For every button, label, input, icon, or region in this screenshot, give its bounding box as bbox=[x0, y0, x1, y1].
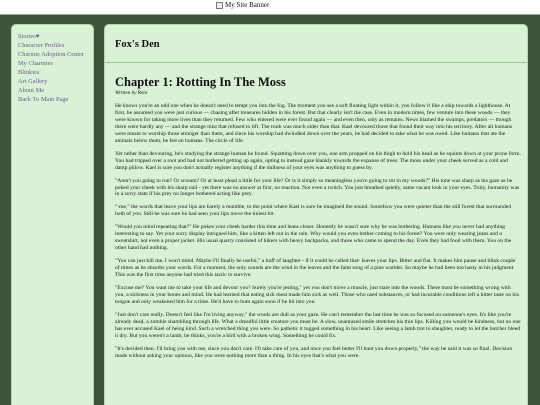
nav-link-art-gallery[interactable]: Art Gallery bbox=[18, 78, 48, 85]
title-divider bbox=[105, 62, 528, 63]
story-paragraph: Yet rather than devouring, he's studying the strange human he found. Squatting down over you, one arm propped on his thigh to hold his head as he squints down at your prone form. You had tripped over a root and had not bothered getting up again, opting to instead gaze blankly towards the expanse of trees. The moss under your cheek served as a cold and damp pillow. Kael is sure you don't actually register anything if the dullness of your eyes was anything to guess by. bbox=[115, 150, 521, 171]
broken-image-icon bbox=[216, 2, 223, 9]
site-banner bbox=[0, 0, 540, 15]
chapter-title: Chapter 1: Rotting In The Moss bbox=[115, 75, 286, 89]
site-title: Fox's Den bbox=[115, 39, 160, 50]
sidebar-nav bbox=[11, 24, 94, 405]
nav-link-blinkies[interactable]: Blinkies bbox=[18, 69, 40, 76]
banner-image bbox=[216, 1, 269, 10]
nav-link-my-charmies[interactable]: My Charmies bbox=[18, 60, 53, 67]
story-paragraph: "Would you mind repeating that?" He pokes your cheek harder this time and leans closer. Honestly he wasn't sure why he was bothering. Humans like you never had anything interesting to say. Yet your sorry display intrigued him, like a kitten left out in the rain. Why would you even bother coming to his forest? You were only wearing jeans and a sweatshirt, not even a proper jacket. His usual quarry consisted of hikers with heavy backpacks, and those who came to spend the day. Even they had food with them. You on the other hand had nothing. bbox=[115, 224, 512, 252]
story-paragraph: He knows you're an odd one when he doesn't need to tempt you into the fog. The moment you see a soft floating light within it, you follow it like a ship towards a lighthouse. At first, he assumed you were just curious — chasing after treasures hidden in his forest. But that clearly isn't the case. Even in modern times, few venture into these woods — they were known for taking more lives than they returned. Few who entered were ever found again — and even then, only as remains. News blamed the swamps, predators — though there were hardly any — and the strange mist that refused to lift. The truth was much older than that. Kael devoured those that found their way into his territory. After all humans were meant to worship those stronger than them, and since his worship had dwindled down over the years, he had decided to take what he was owed. Like humans that ate the animals below them, he fed on humans. The circle of life. bbox=[115, 103, 513, 144]
nav-link-charmie-adoption-center[interactable]: Charmie Adoption Center bbox=[18, 51, 85, 58]
byline: Written by Rem bbox=[115, 90, 147, 96]
story-paragraph: "It's decided then. I'll bring you with me, since you don't care. I'll take care of you, and once you feel better I'll hunt you down properly," the way he said it was so final. Decision made without asking your opinion, like you were nothing more than a thing. In his eyes that's what you were. bbox=[115, 345, 513, 359]
story-paragraph: "Just don't care really. Doesn't feel like I'm living anyway," the words are dull as your gaze. He can't remember the last time he was so focused on someone's eyes. It's like you're already dead, a zombie shambling through life. What a dreadful little creature you must be. A slow, unamused smile stretches his thin lips. Killing you would be kindness, but no one has ever accused Kael of being kind. Such a wretched thing you were. So pathetic it tugged something in his heart. Like seeing a lamb trot to slaughter, ready to let the butcher bleed it dry. But you weren't a lamb, he thinks, you're a bird with a broken wing. Something he could fix. bbox=[115, 311, 521, 339]
story-paragraph: "You can just kill me, I won't mind. Maybe I'll finally be useful," a huff of laughter - if it could be called that- leaves your lips. Bitter and flat. It makes him pause and blink couple of times as he absorbs your words. For a moment, the only sounds are the wind in the leaves and the faint song of a pine warbler. So maybe he had been too hasty in his judgment. This was the first time anyone had tried this tactic to survive. bbox=[115, 258, 516, 279]
banner-alt-text: My Site Banner bbox=[225, 1, 270, 9]
story-paragraph: "Aren't you going to run? Or scream? Or at least plead a little for your life? Or is it simply so meaningless you're going to rot in my woods?" His tone was sharp as his gaze as he poked your cheek with his sharp nail - yet there was no answer at first, no reaction. Not even a twitch. You just breathed quietly, same vacant look in your eyes. Truly, humanity was in a sorry state if his prey no longer bothered acting like prey. bbox=[115, 177, 520, 198]
nav-link-about-me[interactable]: About Me bbox=[18, 87, 45, 94]
nav-link-character-profiles[interactable]: Character Profiles bbox=[18, 42, 65, 49]
nav-link-back-to-main[interactable]: Back To Main Page bbox=[18, 96, 69, 103]
main-content bbox=[104, 24, 528, 405]
nav-link-stories[interactable]: Stories♥ bbox=[18, 33, 40, 40]
story-paragraph: "-me," the words that leave your lips are barely a mumble, to the point where Kael is sure he imagined the sound. Somehow you were quieter than the still forest that surrounded both of you. Still he was sure he had seen your lips move the tiniest bit. bbox=[115, 204, 512, 218]
story-paragraph: "Excuse me? You want me to take your life and devour you? Surely you're jesting," yet you don't move a muscle, just stare into the woods. There must be something wrong with you, a sickness in your bones and mind. He had learned that eating sick meat made him sick as well. Those who used substances, or had incurable conditions left a bitter taste on his tongue and only weakened him for a time. He'd have to hunt again soon if he bit into you. bbox=[115, 285, 519, 305]
